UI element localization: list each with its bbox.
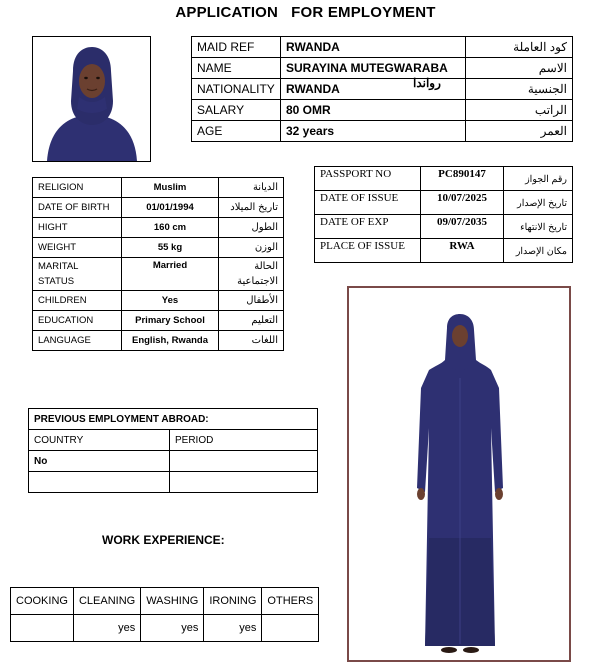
table-row [192,121,573,142]
table-row [315,167,573,191]
marital-label-line1: MARITAL [38,261,79,272]
row-label: DATE OF BIRTH [33,198,122,218]
row-arabic-label: الراتب [466,100,573,121]
row-label [33,258,122,291]
row-arabic-label: اللغات [219,331,284,351]
skill-value: yes [141,615,204,642]
row-value: Married [122,258,219,291]
nationality-value: RWANDA [286,82,340,96]
row-label: AGE [192,121,281,142]
row-value: 55 kg [122,238,219,258]
table-row [33,178,284,198]
table-row [192,58,573,79]
personal-details-table [32,177,284,351]
skill-header: OTHERS [262,588,319,615]
row-label: LANGUAGE [33,331,122,351]
row-arabic-label [219,258,284,291]
row-value: 80 OMR [281,100,466,121]
row-arabic-label: الديانة [219,178,284,198]
row-label: MAID REF [192,37,281,58]
row-label: DATE OF EXP [315,215,421,239]
skill-value [11,615,74,642]
row-label: DATE OF ISSUE [315,191,421,215]
row-label: RELIGION [33,178,122,198]
country-column-header: COUNTRY [29,430,170,451]
row-arabic-label: كود العاملة [466,37,573,58]
work-experience-table [10,587,319,642]
marital-arabic-line2: الاجتماعية [237,276,278,287]
period-column-header: PERIOD [170,430,318,451]
row-value: Yes [122,291,219,311]
skill-header: CLEANING [73,588,140,615]
previous-employment-heading: PREVIOUS EMPLOYMENT ABROAD: [29,409,318,430]
row-arabic-label: الوزن [219,238,284,258]
table-row [315,191,573,215]
table-row [192,37,573,58]
row-arabic-label: رقم الجواز [504,167,573,191]
row-value: PC890147 [421,167,504,191]
table-row [33,291,284,311]
portrait-image [33,37,150,161]
row-value: English, Rwanda [122,331,219,351]
table-row [11,588,319,615]
page-title: APPLICATION FOR EMPLOYMENT [175,4,436,21]
row-value: RWA [421,239,504,263]
marital-arabic-line1: الحالة [254,261,278,272]
row-value: 09/07/2035 [421,215,504,239]
table-row [29,409,318,430]
table-row [192,79,573,100]
skill-value: yes [73,615,140,642]
row-value: 01/01/1994 [122,198,219,218]
row-arabic-label: مكان الإصدار [504,239,573,263]
table-row [29,451,318,472]
row-label: PLACE OF ISSUE [315,239,421,263]
table-row [315,215,573,239]
full-body-photo [347,286,571,662]
previous-employment-table [28,408,318,493]
row-label: PASSPORT NO [315,167,421,191]
row-arabic-label: الأطفال [219,291,284,311]
full-body-image [349,288,569,660]
row-value: 10/07/2025 [421,191,504,215]
table-row [192,100,573,121]
row-value: 32 years [281,121,466,142]
country-cell: No [29,451,170,472]
passport-table [314,166,573,263]
row-value: Muslim [122,178,219,198]
main-info-table [191,36,573,142]
table-row [33,258,284,291]
row-value: SURAYINA MUTEGWARABA [281,58,466,79]
row-arabic-label: تاريخ الإصدار [504,191,573,215]
table-row [33,238,284,258]
portrait-photo [32,36,151,162]
row-value: Primary School [122,311,219,331]
row-arabic-label: تاريخ الميلاد [219,198,284,218]
skill-value [262,615,319,642]
row-value: RWANDA [281,37,466,58]
row-label: NATIONALITY [192,79,281,100]
table-row [33,311,284,331]
table-row [29,430,318,451]
table-row [33,331,284,351]
marital-label-line2: STATUS [38,276,75,287]
period-cell [170,451,318,472]
row-label: CHILDREN [33,291,122,311]
work-experience-heading: WORK EXPERIENCE: [102,533,225,547]
row-arabic-label: الجنسية [466,79,573,100]
row-label: SALARY [192,100,281,121]
country-cell [29,472,170,493]
skill-header: COOKING [11,588,74,615]
row-arabic-label: التعليم [219,311,284,331]
row-label: NAME [192,58,281,79]
skill-header: WASHING [141,588,204,615]
period-cell [170,472,318,493]
row-arabic-label: العمر [466,121,573,142]
row-arabic-label: تاريخ الانتهاء [504,215,573,239]
row-arabic-label: الاسم [466,58,573,79]
table-row [29,472,318,493]
table-row [315,239,573,263]
nationality-arabic-value: رواندا [413,76,441,90]
row-label: EDUCATION [33,311,122,331]
row-label: HIGHT [33,218,122,238]
skill-value: yes [204,615,262,642]
table-row [33,198,284,218]
table-row [33,218,284,238]
skill-header: IRONING [204,588,262,615]
table-row [11,615,319,642]
row-arabic-label: الطول [219,218,284,238]
row-value: 160 cm [122,218,219,238]
row-label: WEIGHT [33,238,122,258]
